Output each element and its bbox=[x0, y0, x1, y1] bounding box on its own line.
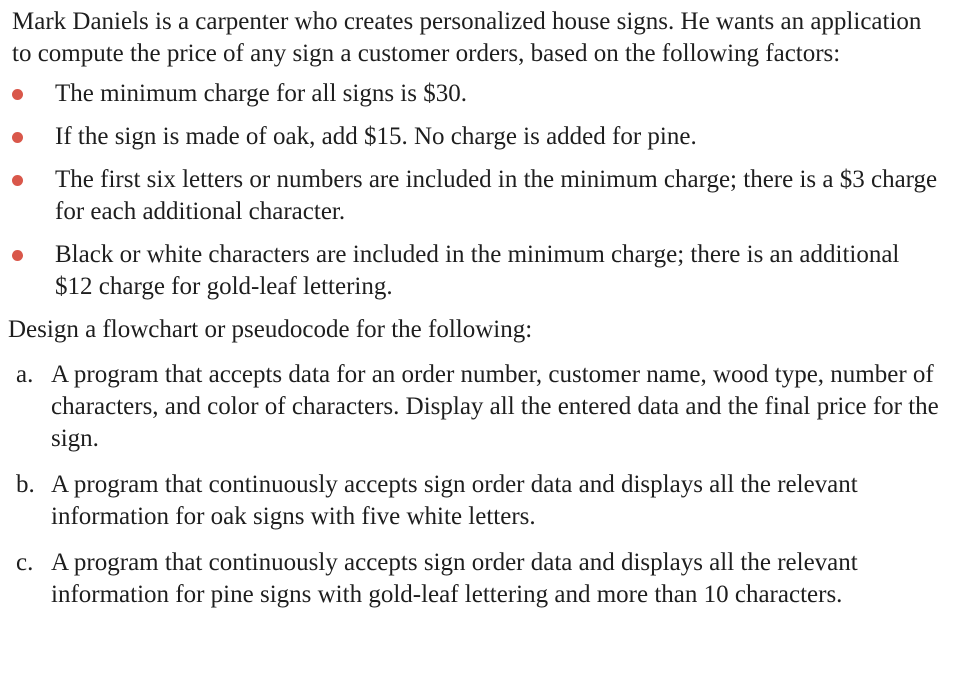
factor-text: The first six letters or numbers are included in the minimum charge; there is a $3 charge for each additional character. bbox=[55, 166, 938, 225]
task-text: A program that accepts data for an order number, customer name, wood type, number of characters, and color of characters. Display all the entered data and the final price for the sign. bbox=[51, 361, 939, 452]
task-marker: b. bbox=[16, 471, 35, 498]
bullet-icon bbox=[12, 89, 23, 100]
bullet-icon bbox=[12, 175, 23, 186]
design-prompt: Design a flowchart or pseudocode for the following: bbox=[8, 316, 533, 343]
intro-paragraph: Mark Daniels is a carpenter who creates personalized house signs. He wants an application to compute the price of any sign a customer orders, based on the following factors: bbox=[12, 8, 922, 67]
factor-text: The minimum charge for all signs is $30. bbox=[55, 80, 467, 107]
list-item bbox=[12, 239, 942, 303]
factor-text: Black or white characters are included in the minimum charge; there is an additional $12 charge for gold-leaf lettering. bbox=[55, 241, 900, 300]
bullet-icon bbox=[12, 250, 23, 261]
task-marker: c. bbox=[16, 549, 34, 576]
list-item bbox=[12, 78, 942, 110]
list-item bbox=[12, 547, 942, 611]
task-text: A program that continuously accepts sign order data and displays all the relevant information for pine signs with gold-leaf lettering and more than 10 characters. bbox=[51, 549, 858, 608]
task-text: A program that continuously accepts sign order data and displays all the relevant information for oak signs with five white letters. bbox=[51, 471, 858, 530]
factor-text: If the sign is made of oak, add $15. No charge is added for pine. bbox=[55, 123, 697, 150]
document-body bbox=[8, 6, 942, 625]
bullet-icon bbox=[12, 132, 23, 143]
pricing-factors-list bbox=[12, 78, 942, 303]
task-marker: a. bbox=[16, 361, 34, 388]
list-item bbox=[12, 469, 942, 533]
list-item bbox=[12, 164, 942, 228]
list-item bbox=[12, 359, 942, 455]
list-item bbox=[12, 121, 942, 153]
task-list bbox=[12, 359, 942, 611]
